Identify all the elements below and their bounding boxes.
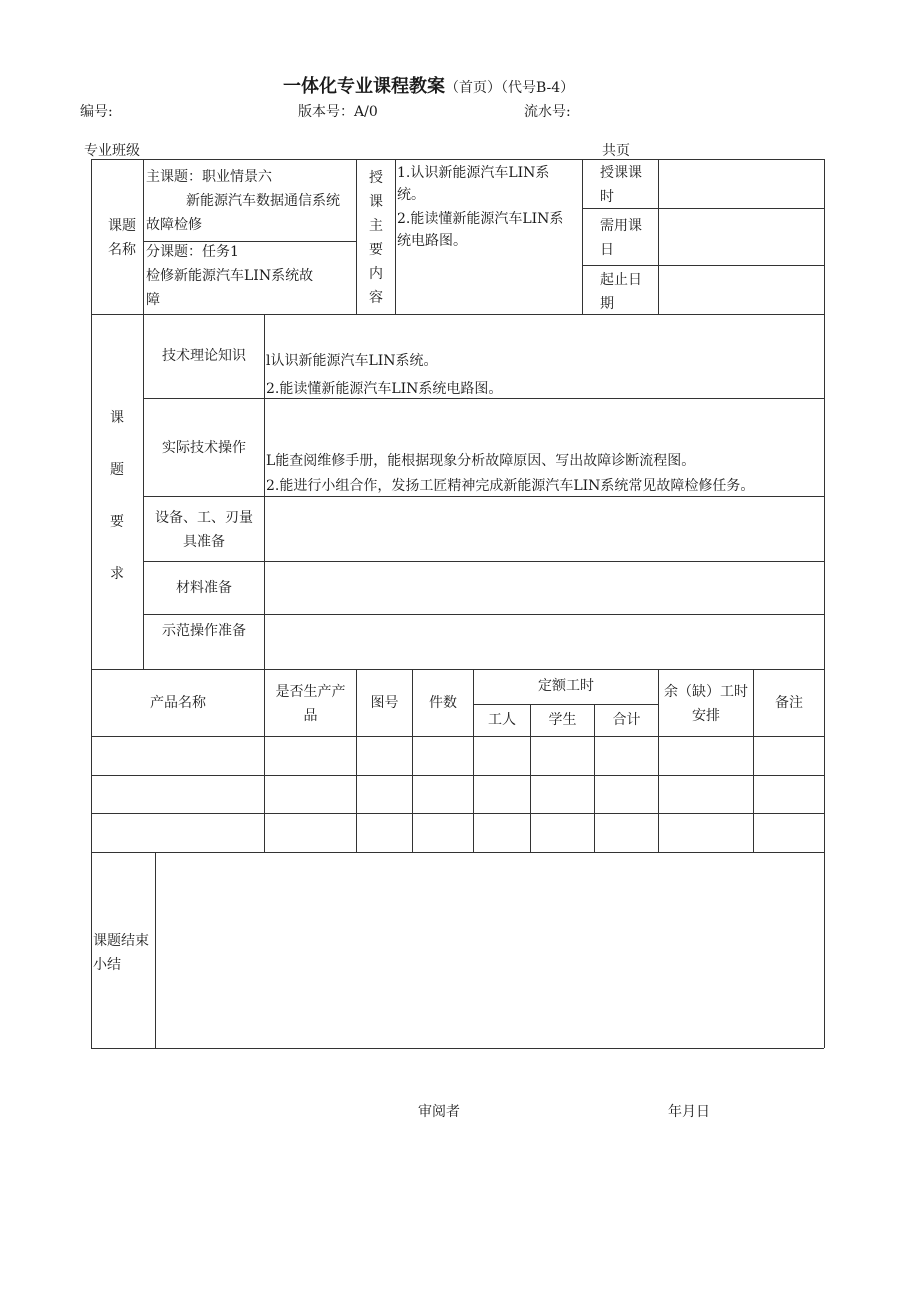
practice-line1: L能查阅维修手册，能根据现象分析故障原因、写出故障诊断流程图。 <box>266 453 696 469</box>
col-product-name: 产品名称 <box>150 695 206 711</box>
content-label-char: 课 <box>369 194 383 210</box>
version-label: 版本号：A/0 <box>298 104 378 120</box>
sub-topic-line2: 检修新能源汽车LIN系统故 <box>146 268 314 284</box>
title-main: 一体化专业课程教案 <box>283 76 445 97</box>
page-title <box>283 72 574 98</box>
reviewer-label: 审阅者 <box>418 1104 460 1120</box>
hours-label-1: 授课课 <box>600 165 642 181</box>
main-topic-line1: 主课题：职业情景六 <box>146 169 272 185</box>
content-label-char: 主 <box>369 218 383 234</box>
col-total: 合计 <box>612 712 641 728</box>
hours-label-2: 时 <box>600 189 614 205</box>
topic-name-label-2: 名称 <box>108 242 136 258</box>
side-label-char: 课 <box>110 410 124 426</box>
side-label-char: 要 <box>110 514 124 530</box>
content-label-vertical <box>366 166 386 310</box>
main-topic-line3: 故障检修 <box>146 217 202 233</box>
practice-line2: 2.能进行小组合作，发扬工匠精神完成新能源汽车LIN系统常见故障检修任务。 <box>266 478 755 494</box>
col-note: 备注 <box>775 695 803 711</box>
summary-label-1: 课题结束 <box>93 933 149 949</box>
days-label-1: 需用课 <box>600 218 642 234</box>
content-label-char: 要 <box>369 242 383 258</box>
theory-line1: l认识新能源汽车LIN系统。 <box>266 353 438 369</box>
content-line1: 1.认识新能源汽车LIN系 <box>397 165 550 181</box>
col-worker: 工人 <box>488 712 516 728</box>
col-student: 学生 <box>548 712 577 728</box>
content-label-char: 授 <box>369 170 383 186</box>
theory-line2: 2.能读懂新能源汽车LIN系统电路图。 <box>266 381 503 397</box>
equipment-label-1: 设备、工、刃量 <box>155 510 253 526</box>
col-surplus-2: 安排 <box>692 708 720 724</box>
practice-label: 实际技术操作 <box>162 440 246 456</box>
class-label: 专业班级 <box>84 143 140 159</box>
col-is-product-1: 是否生产产 <box>275 684 346 700</box>
col-is-product-2: 品 <box>303 708 318 724</box>
sub-topic-line1: 分课题：任务1 <box>146 244 239 260</box>
theory-label: 技术理论知识 <box>162 348 246 364</box>
content-label-char: 容 <box>369 290 383 306</box>
col-quota: 定额工时 <box>538 678 594 694</box>
main-topic-line2: 新能源汽车数据通信系统 <box>186 193 340 209</box>
col-count: 件数 <box>429 695 457 711</box>
content-line2: 统。 <box>397 187 425 203</box>
topic-name-label-1: 课题 <box>108 218 136 234</box>
material-label: 材料准备 <box>176 580 232 596</box>
total-pages-label: 共页 <box>602 143 630 159</box>
dates-label-1: 起止日 <box>600 272 642 288</box>
date-label: 年月日 <box>668 1104 710 1120</box>
title-suffix: （首页）（代号B-4） <box>445 80 575 96</box>
equipment-label-2: 具准备 <box>183 534 225 550</box>
side-label-char: 求 <box>110 566 124 582</box>
dates-label-2: 期 <box>600 296 614 312</box>
col-drawing: 图号 <box>370 695 399 711</box>
demo-label: 示范操作准备 <box>162 623 246 639</box>
requirements-side-label <box>107 392 127 600</box>
content-line4: 统电路图。 <box>397 233 467 249</box>
summary-label-2: 小结 <box>93 957 121 973</box>
code-label: 编号: <box>80 104 113 120</box>
sub-topic-line3: 障 <box>146 292 160 308</box>
content-line3: 2.能读懂新能源汽车LIN系 <box>397 211 564 227</box>
serial-label: 流水号: <box>524 104 571 120</box>
col-surplus-1: 余（缺）工时 <box>664 684 748 700</box>
side-label-char: 题 <box>110 462 124 478</box>
days-label-2: 日 <box>600 242 614 258</box>
content-label-char: 内 <box>369 266 383 282</box>
